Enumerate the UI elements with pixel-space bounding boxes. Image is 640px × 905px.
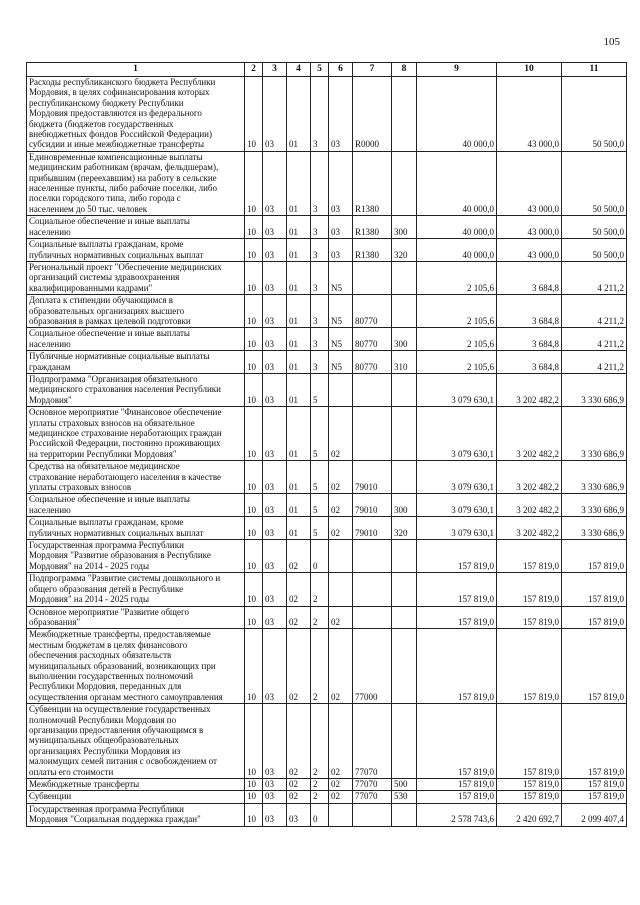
code-cell: 3	[311, 295, 329, 328]
amount-cell: 157 819,0	[562, 779, 627, 791]
code-cell: 03	[263, 779, 287, 791]
code-cell: 77000	[353, 629, 392, 704]
amount-cell: 157 819,0	[497, 573, 562, 606]
code-cell: 03	[263, 295, 287, 328]
code-cell: 80770	[353, 328, 392, 351]
code-cell: 3	[311, 261, 329, 294]
code-cell	[392, 573, 417, 606]
amount-cell: 157 819,0	[417, 540, 497, 573]
table-row	[27, 351, 627, 374]
code-cell: 02	[329, 606, 353, 629]
amount-cell: 157 819,0	[562, 704, 627, 779]
amount-cell: 3 079 630,1	[417, 461, 497, 494]
amount-cell: 43 000,0	[497, 216, 562, 239]
amount-cell: 157 819,0	[497, 779, 562, 791]
code-cell	[353, 261, 392, 294]
row-name: Единовременные компенсационные выплаты медицинским работникам (врачам, фельдшерам), прибывшим (переехавшим) на работу в сельские населенные пункты, либо рабочие поселки, либо поселки городского типа, либо города с населением до 50 тыс. человек	[27, 151, 245, 215]
code-cell: 03	[263, 373, 287, 406]
code-cell: 03	[263, 77, 287, 152]
amount-cell: 3 079 630,1	[417, 407, 497, 461]
code-cell: 03	[263, 606, 287, 629]
code-cell: 5	[311, 407, 329, 461]
code-cell: 0	[311, 803, 329, 826]
code-cell: 01	[287, 407, 311, 461]
code-cell: 02	[329, 791, 353, 803]
amount-cell: 3 202 482,2	[497, 517, 562, 540]
code-cell: 01	[287, 328, 311, 351]
amount-cell: 4 211,2	[562, 328, 627, 351]
code-cell: N5	[329, 351, 353, 374]
amount-cell: 157 819,0	[562, 791, 627, 803]
table-row	[27, 791, 627, 803]
amount-cell: 4 211,2	[562, 351, 627, 374]
code-cell: 03	[263, 494, 287, 517]
code-cell: 10	[245, 606, 263, 629]
amount-cell: 43 000,0	[497, 77, 562, 152]
code-cell: 10	[245, 461, 263, 494]
row-name: Региональный проект "Обеспечение медицинских организаций системы здравоохранения квалифицированными кадрами"	[27, 261, 245, 294]
code-cell: 0	[311, 540, 329, 573]
code-cell: 10	[245, 779, 263, 791]
code-cell: 79010	[353, 517, 392, 540]
header-cell: 3	[263, 63, 287, 77]
code-cell: 10	[245, 351, 263, 374]
code-cell: 500	[392, 779, 417, 791]
code-cell: 03	[263, 791, 287, 803]
code-cell: 03	[263, 151, 287, 215]
row-name: Государственная программа Республики Мордовия "Социальная поддержка граждан"	[27, 803, 245, 826]
code-cell	[329, 373, 353, 406]
amount-cell: 50 500,0	[562, 77, 627, 152]
amount-cell: 157 819,0	[417, 573, 497, 606]
amount-cell: 157 819,0	[497, 629, 562, 704]
table-row	[27, 373, 627, 406]
code-cell	[392, 295, 417, 328]
code-cell: 02	[329, 704, 353, 779]
amount-cell: 2 099 407,4	[562, 803, 627, 826]
amount-cell: 157 819,0	[497, 606, 562, 629]
amount-cell: 3 202 482,2	[497, 407, 562, 461]
amount-cell: 50 500,0	[562, 239, 627, 262]
row-name: Публичные нормативные социальные выплаты гражданам	[27, 351, 245, 374]
table-row	[27, 328, 627, 351]
code-cell: 79010	[353, 461, 392, 494]
code-cell: 03	[263, 803, 287, 826]
amount-cell: 3 330 686,9	[562, 494, 627, 517]
row-name: Государственная программа Республики Мордовия "Развитие образования в Республике Мордовия" на 2014 - 2025 годы	[27, 540, 245, 573]
table-row	[27, 517, 627, 540]
code-cell: 03	[329, 77, 353, 152]
amount-cell: 50 500,0	[562, 151, 627, 215]
code-cell	[353, 803, 392, 826]
code-cell	[392, 261, 417, 294]
table-row	[27, 606, 627, 629]
amount-cell: 157 819,0	[417, 791, 497, 803]
code-cell	[392, 77, 417, 152]
code-cell: R1380	[353, 216, 392, 239]
code-cell: N5	[329, 295, 353, 328]
amount-cell: 3 202 482,2	[497, 494, 562, 517]
table-row	[27, 77, 627, 152]
code-cell: 01	[287, 494, 311, 517]
code-cell: 10	[245, 540, 263, 573]
row-name: Субвенции на осуществление государственных полномочий Республики Мордовия по организации предоставления обучающимся в муниципальных общеобразовательных организациях Республики Мордовия из малоимущих семей питания с освобождением от оплаты его стоимости	[27, 704, 245, 779]
code-cell: 2	[311, 629, 329, 704]
code-cell: 03	[263, 629, 287, 704]
code-cell: 10	[245, 517, 263, 540]
code-cell: 02	[329, 407, 353, 461]
code-cell: 01	[287, 295, 311, 328]
code-cell: 3	[311, 216, 329, 239]
header-cell: 8	[392, 63, 417, 77]
header-cell: 7	[353, 63, 392, 77]
code-cell	[329, 573, 353, 606]
code-cell: 5	[311, 494, 329, 517]
amount-cell: 3 330 686,9	[562, 461, 627, 494]
header-cell: 11	[562, 63, 627, 77]
code-cell: 3	[311, 351, 329, 374]
table-row	[27, 540, 627, 573]
row-name: Социальное обеспечение и иные выплаты населению	[27, 494, 245, 517]
code-cell: 01	[287, 517, 311, 540]
code-cell: 3	[311, 328, 329, 351]
amount-cell: 3 079 630,1	[417, 373, 497, 406]
code-cell: 01	[287, 216, 311, 239]
amount-cell: 43 000,0	[497, 239, 562, 262]
code-cell: 300	[392, 494, 417, 517]
code-cell	[353, 407, 392, 461]
page-number: 105	[603, 36, 620, 48]
code-cell	[353, 606, 392, 629]
table-row	[27, 803, 627, 826]
code-cell: 01	[287, 151, 311, 215]
code-cell: 03	[329, 239, 353, 262]
code-cell: 77070	[353, 779, 392, 791]
amount-cell: 157 819,0	[417, 779, 497, 791]
code-cell	[392, 540, 417, 573]
row-name: Доплата к стипендии обучающимся в образовательных организациях высшего образования в рамках целевой подготовки	[27, 295, 245, 328]
table-row	[27, 461, 627, 494]
amount-cell: 3 079 630,1	[417, 494, 497, 517]
code-cell: 2	[311, 606, 329, 629]
code-cell: 01	[287, 261, 311, 294]
row-name: Средства на обязательное медицинское страхование неработающего населения в качестве уплаты страховых взносов	[27, 461, 245, 494]
amount-cell: 157 819,0	[562, 573, 627, 606]
code-cell: 10	[245, 704, 263, 779]
amount-cell: 3 202 482,2	[497, 373, 562, 406]
code-cell	[392, 151, 417, 215]
code-cell	[392, 704, 417, 779]
header-cell: 10	[497, 63, 562, 77]
amount-cell: 43 000,0	[497, 151, 562, 215]
code-cell: 02	[287, 791, 311, 803]
code-cell: 03	[263, 351, 287, 374]
code-cell	[392, 629, 417, 704]
table-row	[27, 216, 627, 239]
table-row	[27, 151, 627, 215]
row-name: Подпрограмма "Развитие системы дошкольного и общего образования детей в Республике Мордовия" на 2014 - 2025 годы	[27, 573, 245, 606]
code-cell: 03	[287, 803, 311, 826]
amount-cell: 3 684,8	[497, 351, 562, 374]
header-cell: 9	[417, 63, 497, 77]
code-cell: 10	[245, 151, 263, 215]
row-name: Основное мероприятие "Развитие общего образования"	[27, 606, 245, 629]
code-cell: 3	[311, 77, 329, 152]
code-cell: 10	[245, 261, 263, 294]
amount-cell: 40 000,0	[417, 77, 497, 152]
amount-cell: 2 420 692,7	[497, 803, 562, 826]
amount-cell: 3 330 686,9	[562, 407, 627, 461]
code-cell: 01	[287, 239, 311, 262]
code-cell: 5	[311, 461, 329, 494]
code-cell: 2	[311, 791, 329, 803]
header-cell: 1	[27, 63, 245, 77]
code-cell	[392, 461, 417, 494]
row-name: Межбюджетные трансферты	[27, 779, 245, 791]
code-cell: 10	[245, 328, 263, 351]
code-cell	[353, 373, 392, 406]
table-body	[27, 77, 627, 827]
row-name: Основное мероприятие "Финансовое обеспечение уплаты страховых взносов на обязательное медицинское страхование неработающих граждан Российской Федерации, постоянно проживающих на территории Республики Мордовия"	[27, 407, 245, 461]
code-cell: 02	[287, 629, 311, 704]
code-cell: 02	[287, 540, 311, 573]
code-cell: 03	[263, 461, 287, 494]
code-cell: 02	[329, 517, 353, 540]
code-cell: 02	[329, 494, 353, 517]
code-cell: 80770	[353, 295, 392, 328]
code-cell: 10	[245, 295, 263, 328]
table-row	[27, 295, 627, 328]
amount-cell: 157 819,0	[497, 704, 562, 779]
header-cell: 5	[311, 63, 329, 77]
amount-cell: 157 819,0	[497, 540, 562, 573]
code-cell: 03	[329, 151, 353, 215]
row-name: Субвенции	[27, 791, 245, 803]
code-cell: 03	[263, 407, 287, 461]
code-cell: R1380	[353, 151, 392, 215]
code-cell	[392, 373, 417, 406]
amount-cell: 3 330 686,9	[562, 517, 627, 540]
row-name: Социальное обеспечение и иные выплаты населению	[27, 328, 245, 351]
code-cell: 300	[392, 328, 417, 351]
amount-cell: 3 079 630,1	[417, 517, 497, 540]
code-cell: 01	[287, 351, 311, 374]
row-name: Межбюджетные трансферты, предоставляемые местным бюджетам в целях финансового обеспечения расходных обязательств муниципальных образований, возникающих при выполнении государственных полномочий Республики Мордовия, переданных для осуществления органам местного самоуправления	[27, 629, 245, 704]
code-cell: 5	[311, 517, 329, 540]
table-row	[27, 629, 627, 704]
amount-cell: 157 819,0	[497, 791, 562, 803]
header-cell: 6	[329, 63, 353, 77]
code-cell	[392, 407, 417, 461]
header-row	[27, 63, 627, 77]
code-cell: 300	[392, 216, 417, 239]
amount-cell: 4 211,2	[562, 295, 627, 328]
table-row	[27, 704, 627, 779]
amount-cell: 40 000,0	[417, 239, 497, 262]
code-cell: 10	[245, 494, 263, 517]
row-name: Социальные выплаты гражданам, кроме публичных нормативных социальных выплат	[27, 239, 245, 262]
row-name: Социальное обеспечение и иные выплаты населению	[27, 216, 245, 239]
amount-cell: 2 105,6	[417, 328, 497, 351]
amount-cell: 157 819,0	[562, 606, 627, 629]
code-cell: 530	[392, 791, 417, 803]
code-cell: 03	[263, 704, 287, 779]
code-cell: 2	[311, 779, 329, 791]
amount-cell: 40 000,0	[417, 151, 497, 215]
code-cell: 02	[329, 629, 353, 704]
amount-cell: 3 684,8	[497, 261, 562, 294]
code-cell: 310	[392, 351, 417, 374]
amount-cell: 40 000,0	[417, 216, 497, 239]
code-cell: N5	[329, 261, 353, 294]
header-cell: 2	[245, 63, 263, 77]
row-name: Расходы республиканского бюджета Республики Мордовия, в целях софинансирования которых республиканскому бюджету Республики Мордовия предоставляются из федерального бюджета (бюджетов государственных внебюджетных фондов Российской Федерации) субсидии и иные межбюджетные трансферты	[27, 77, 245, 152]
table-row	[27, 494, 627, 517]
amount-cell: 157 819,0	[562, 629, 627, 704]
code-cell	[329, 803, 353, 826]
code-cell: 02	[287, 573, 311, 606]
amount-cell: 3 330 686,9	[562, 373, 627, 406]
code-cell: 2	[311, 704, 329, 779]
code-cell: 02	[329, 779, 353, 791]
code-cell: 2	[311, 573, 329, 606]
amount-cell: 2 105,6	[417, 261, 497, 294]
code-cell: 320	[392, 517, 417, 540]
code-cell	[353, 573, 392, 606]
code-cell: 03	[263, 328, 287, 351]
amount-cell: 2 105,6	[417, 295, 497, 328]
amount-cell: 3 684,8	[497, 295, 562, 328]
amount-cell: 2 105,6	[417, 351, 497, 374]
code-cell: 01	[287, 461, 311, 494]
code-cell: N5	[329, 328, 353, 351]
code-cell: 3	[311, 239, 329, 262]
code-cell: 10	[245, 77, 263, 152]
code-cell: R0000	[353, 77, 392, 152]
code-cell: 03	[263, 573, 287, 606]
table-row	[27, 779, 627, 791]
code-cell: 77070	[353, 704, 392, 779]
code-cell: 10	[245, 239, 263, 262]
code-cell: 10	[245, 803, 263, 826]
amount-cell: 50 500,0	[562, 216, 627, 239]
code-cell: 02	[287, 779, 311, 791]
code-cell: 03	[263, 517, 287, 540]
code-cell: 77070	[353, 791, 392, 803]
code-cell: 10	[245, 407, 263, 461]
header-cell: 4	[287, 63, 311, 77]
amount-cell: 157 819,0	[417, 606, 497, 629]
amount-cell: 157 819,0	[562, 540, 627, 573]
code-cell: 01	[287, 373, 311, 406]
amount-cell: 2 578 743,6	[417, 803, 497, 826]
code-cell: 03	[263, 540, 287, 573]
row-name: Социальные выплаты гражданам, кроме публичных нормативных социальных выплат	[27, 517, 245, 540]
code-cell: 03	[263, 216, 287, 239]
amount-cell: 4 211,2	[562, 261, 627, 294]
code-cell: 3	[311, 151, 329, 215]
amount-cell: 157 819,0	[417, 704, 497, 779]
code-cell: 02	[287, 704, 311, 779]
table-row	[27, 407, 627, 461]
code-cell: 03	[329, 216, 353, 239]
table-row	[27, 573, 627, 606]
code-cell: 5	[311, 373, 329, 406]
code-cell	[353, 540, 392, 573]
code-cell: 10	[245, 216, 263, 239]
amount-cell: 157 819,0	[417, 629, 497, 704]
code-cell: 10	[245, 629, 263, 704]
code-cell: 10	[245, 573, 263, 606]
table-row	[27, 239, 627, 262]
amount-cell: 3 684,8	[497, 328, 562, 351]
code-cell	[392, 803, 417, 826]
code-cell	[392, 606, 417, 629]
code-cell: 02	[287, 606, 311, 629]
row-name: Подпрограмма "Организация обязательного медицинского страхования населения Республики Мордовия"	[27, 373, 245, 406]
code-cell: 80770	[353, 351, 392, 374]
code-cell: 320	[392, 239, 417, 262]
code-cell: 03	[263, 239, 287, 262]
code-cell: 10	[245, 373, 263, 406]
code-cell: R1380	[353, 239, 392, 262]
code-cell: 01	[287, 77, 311, 152]
table-row	[27, 261, 627, 294]
code-cell: 10	[245, 791, 263, 803]
code-cell	[329, 540, 353, 573]
budget-table	[26, 62, 627, 827]
code-cell: 02	[329, 461, 353, 494]
code-cell: 03	[263, 261, 287, 294]
amount-cell: 3 202 482,2	[497, 461, 562, 494]
code-cell: 79010	[353, 494, 392, 517]
